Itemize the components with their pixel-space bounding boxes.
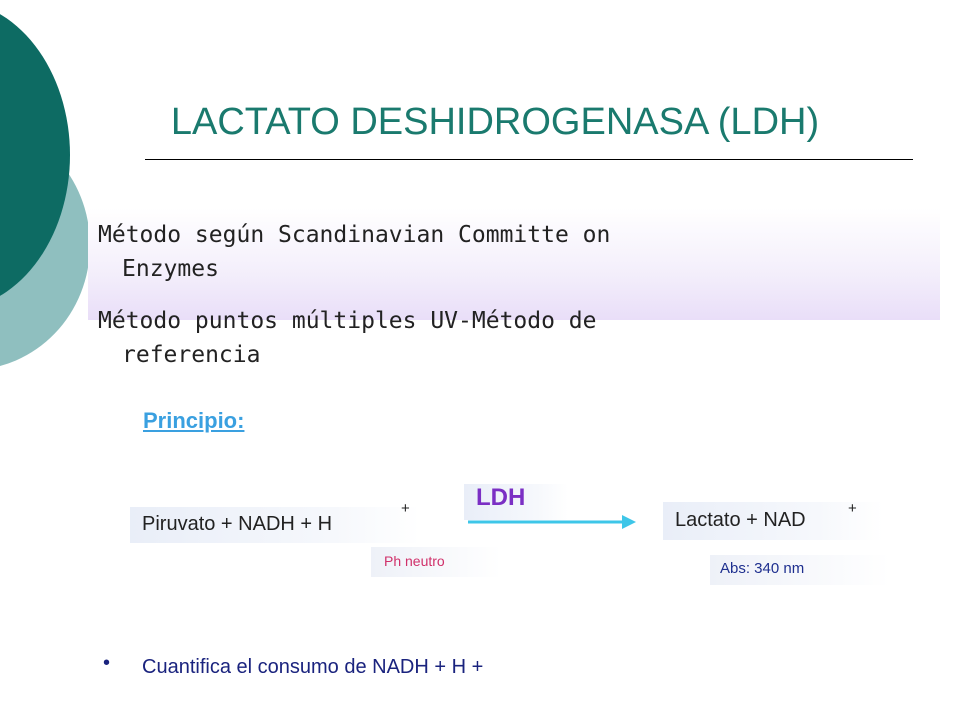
absorbance-label: Abs: 340 nm (720, 560, 805, 577)
method-line-continuation: Enzymes (122, 256, 219, 282)
title-divider (145, 159, 913, 160)
reaction-condition: Ph neutro (384, 553, 445, 569)
reaction-reactants: Piruvato + NADH + H (142, 513, 333, 535)
products-superscript: + (848, 500, 857, 517)
slide-title: LACTATO DESHIDROGENASA (LDH) (170, 101, 820, 143)
enzyme-label: LDH (476, 484, 526, 511)
method-item (98, 218, 858, 286)
principle-heading: Principio: (143, 408, 245, 433)
method-line: Método según Scandinavian Committe on (98, 222, 611, 248)
method-line: Método puntos múltiples UV-Método de (98, 308, 597, 334)
method-line-continuation: referencia (122, 342, 261, 368)
bullet-icon: • (103, 652, 111, 674)
bullet-text: Cuantifica el consumo de NADH + H + (142, 656, 484, 678)
reaction-products: Lactato + NAD (675, 509, 806, 531)
reaction-arrow-icon (466, 512, 638, 532)
reactants-superscript: + (401, 500, 410, 517)
method-item (98, 304, 858, 372)
